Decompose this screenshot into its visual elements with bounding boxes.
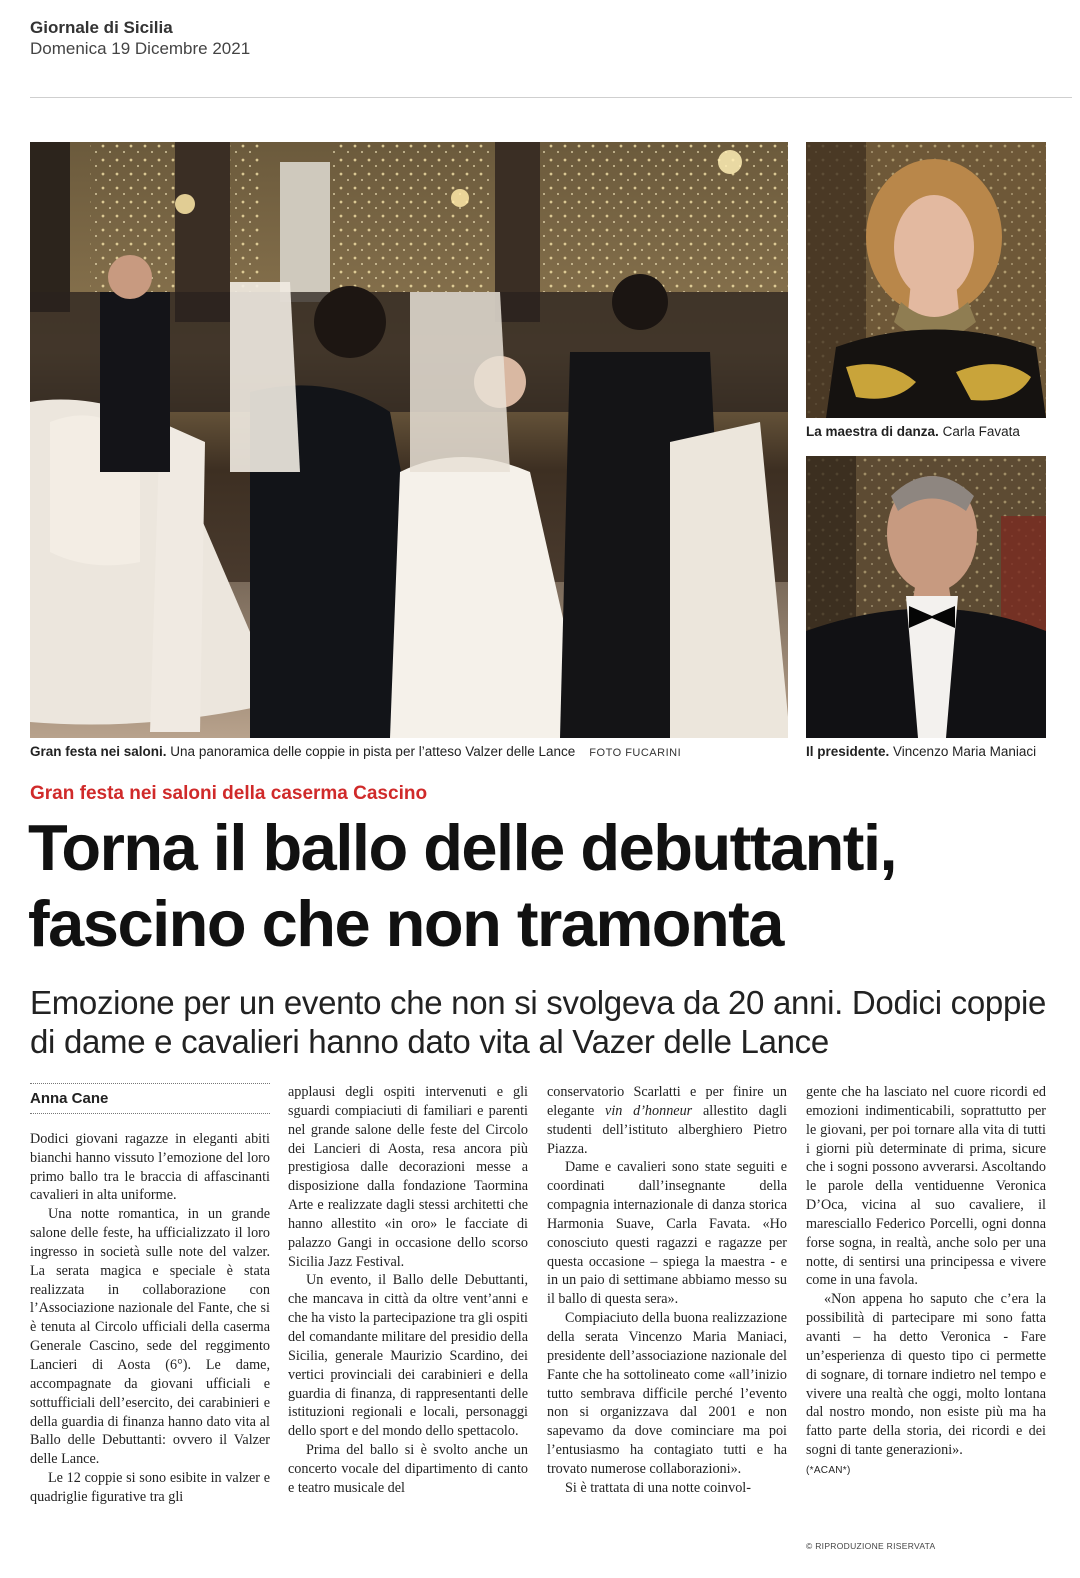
teacher-photo <box>806 142 1046 418</box>
president-caption <box>806 744 1036 759</box>
main-caption-bold: Gran festa nei saloni. <box>30 744 167 759</box>
author-signature: (*ACAN*) <box>806 1464 851 1476</box>
article-headline <box>28 810 1048 962</box>
paragraph: Prima del ballo si è svolto anche un concerto vocale del dipartimento di canto e teatro musicale del <box>288 1442 528 1496</box>
paragraph: Una notte romantica, in un grande salone delle feste, ha ufficializzato il loro ingresso in società sulle note del valzer. La serata magica e speciale è stata realizzata in collaborazione con l’Associazione nazionale del Fante, che si è tenuta al Circolo ufficiali della caserma Generale Cascino, sede del reggimento Lancieri di Aosta (6°). Le dame, accompagnate da giovani ufficiali e sottufficiali dell’esercito, dei carabinieri e della guardia di finanza hanno dato vita al Ballo delle Debuttanti: ovvero il Valzer delle Lance. <box>30 1206 270 1468</box>
byline: Anna Cane <box>30 1090 109 1107</box>
photo-credit: FOTO FUCARINI <box>589 747 682 759</box>
president-photo <box>806 456 1046 738</box>
column-3 <box>547 1083 787 1498</box>
column-1 <box>30 1083 270 1507</box>
paragraph: Dodici giovani ragazze in eleganti abiti bianchi hanno vissuto l’emozione del loro primo ballo tra le braccia di affascinanti cavalieri in alta uniforme. <box>30 1130 270 1204</box>
paragraph: Un evento, il Ballo delle Debuttanti, che mancava in città da oltre vent’anni e che ha visto la partecipazione tra gli ospiti del comandante militare del presidio della Sicilia, generale Maurizio Scardino, dei vertici provinciali dei carabinieri e della guardia di finanza, di rappresentanti delle istituzioni regionali e locali, personaggi dello sport e del mondo dello spettacolo. <box>288 1272 528 1440</box>
ballroom-photo <box>30 142 788 738</box>
paragraph: Compiaciuto della buona realizzazione della serata Vincenzo Maria Maniaci, presidente dell’associazione nazionale del Fante che ha sottolineato come «all’inizio tutto sembrava difficile perché l’evento non si organizzava dal 2001 e non sapevamo da dove cominciare ma poi l’entusiasmo ha contagiato tutti e ha trovato numerose collaborazioni». <box>547 1310 787 1477</box>
paragraph: applausi degli ospiti intervenuti e gli sguardi compiaciuti di familiari e parenti nel grande salone delle feste del Circolo dei Lancieri di Aosta, resa ancora più prestigiosa dalle decorazioni messe a disposizione dalla fondazione Taormina Arte e realizzate dagli stessi architetti che hanno allestito «in oro» le facciate di palazzo Gangi in occasione dello scorso Sicilia Jazz Festival. <box>288 1084 528 1270</box>
main-photo-caption <box>30 744 681 759</box>
header-divider <box>30 97 1072 98</box>
article-kicker: Gran festa nei saloni della caserma Cascino <box>30 783 428 804</box>
main-caption-text: Una panoramica delle coppie in pista per l’atteso Valzer delle Lance <box>166 744 576 759</box>
paragraph: Si è trattata di una notte coinvol- <box>565 1479 751 1496</box>
headline-line-1: Torna il ballo delle debuttanti, <box>28 811 897 884</box>
column-4 <box>806 1083 1046 1481</box>
article-subhead: Emozione per un evento che non si svolgeva da 20 anni. Dodici coppie di dame e cavalieri hanno dato vita al Vazer delle Lance <box>30 984 1047 1060</box>
paragraph: «Non appena ho saputo che c’era la possibilità di partecipare mi sono fatta avanti – ha detto Veronica - Fare un’esperienza di questo tipo ci permette di sognare, di tornare indietro nel tempo e vivere una realtà che oggi, molto lontana dal nostro mondo, non esiste più ma ha fatto parte della storia, dei ricordi e dei sogni di tante generazioni». <box>806 1291 1046 1459</box>
text-run: allestito dagli studenti dell’istituto alberghiero Pietro Piazza. <box>547 1102 787 1157</box>
issue-date: Domenica 19 Dicembre 2021 <box>30 39 251 58</box>
byline-box <box>30 1083 270 1114</box>
paragraph: Dame e cavalieri sono state seguiti e coordinati dall’insegnante della compagnia internazionale di danza storica Harmonia Suave, Carla Favata. «Ho conosciuto questi ragazzi e ragazze per questa occasione – spiega la maestra - e in un paio di settimane abbiamo messo su il ballo di questa sera». <box>547 1159 787 1308</box>
paragraph <box>547 1083 787 1158</box>
president-caption-bold: Il presidente. <box>806 744 890 759</box>
column-2 <box>288 1083 528 1498</box>
paragraph: Le 12 coppie si sono esibite in valzer e quadriglie figurative tra gli <box>30 1470 270 1505</box>
italic-text: vin d’honneur <box>605 1102 693 1119</box>
president-caption-text: Vincenzo Maria Maniaci <box>889 744 1037 759</box>
headline-line-2: fascino che non tramonta <box>28 887 783 960</box>
signature-line <box>806 1460 1046 1481</box>
text-run: conservatorio Scarlatti e per finire un elegante <box>547 1084 787 1119</box>
copyright-notice: © RIPRODUZIONE RISERVATA <box>806 1541 936 1551</box>
paragraph: gente che ha lasciato nel cuore ricordi ed emozioni indimenticabili, soprattutto per le giovani, per poi tornare alla vita di tutti i giorni più determinate di prima, sicure che i sogni possono avverarsi. Ascoltando le parole della ventiduenne Veronica D’Oca, vicina al suo cavaliere, il maresciallo Federico Porcelli, ogni donna forse sogna, in realtà, anche solo per una notte, di sentirsi una principessa e vivere come in una favola. <box>806 1084 1046 1289</box>
page-header <box>30 18 250 59</box>
teacher-caption <box>806 424 1020 439</box>
teacher-caption-text: Carla Favata <box>938 424 1020 439</box>
teacher-caption-bold: La maestra di danza. <box>806 424 939 439</box>
newspaper-name: Giornale di Sicilia <box>30 18 173 37</box>
